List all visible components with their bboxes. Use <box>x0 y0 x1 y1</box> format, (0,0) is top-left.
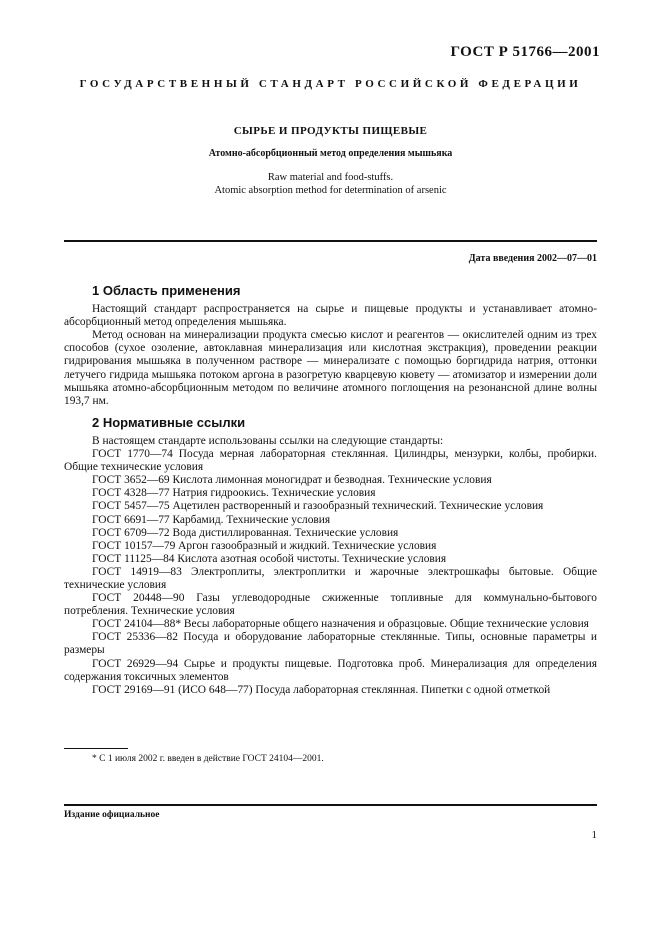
document-title: СЫРЬЕ И ПРОДУКТЫ ПИЩЕВЫЕ <box>233 125 428 137</box>
normative-references-list <box>64 448 597 697</box>
reference-item: ГОСТ 26929—94 Сырье и продукты пищевые. Подготовка проб. Минерализация для определения содержания токсичных элементов <box>64 657 597 683</box>
reference-item: ГОСТ 6691—77 Карбамид. Технические условия <box>92 513 331 526</box>
english-title <box>62 171 599 197</box>
reference-item: ГОСТ 3652—69 Кислота лимонная моногидрат и безводная. Технические условия <box>92 474 492 487</box>
section-2-heading: 2 Нормативные ссылки <box>92 414 246 430</box>
section-1-paragraph: Метод основан на минерализации продукта смесью кислот и реагентов — окислителей одним из трех способов (сухое озоление, автоклавная минерализация или кислотная экстракция), проведении реакции гидрирования мышьяка в полученном растворе — минерализате с помощью боргидрида натрия, оттонки летучего гидрида мышьяка потоком аргона в разогретую кварцевую кювету — атомизатор и измерении доли мышьяка атомно-абсорбционным методом по величине атомного поглощения на резонансной длине волны 193,7 нм. <box>64 329 597 407</box>
document-body <box>64 284 597 697</box>
reference-item: ГОСТ 11125—84 Кислота азотная особой чистоты. Технические условия <box>92 552 447 565</box>
reference-item: ГОСТ 14919—83 Электроплиты, электроплитки и жарочные электрошкафы бытовые. Общие технические условия <box>64 565 597 591</box>
page-number: 1 <box>591 829 597 841</box>
title-block <box>62 125 599 197</box>
footnote: * С 1 июля 2002 г. введен в действие ГОСТ 24104—2001. <box>92 754 324 764</box>
reference-item: ГОСТ 20448—90 Газы углеводородные сжиженные топливные для коммунально-бытового потребления. Технические условия <box>64 592 597 618</box>
reference-item: ГОСТ 6709—72 Вода дистиллированная. Технические условия <box>92 526 399 539</box>
introduction-date: Дата введения 2002—07—01 <box>468 253 597 264</box>
reference-item: ГОСТ 29169—91 (ИСО 648—77) Посуда лабораторная стеклянная. Пипетки с одной отметкой <box>92 683 551 696</box>
english-title-line-1: Raw material and food-stuffs. <box>267 172 394 183</box>
reference-item: ГОСТ 24104—88* Весы лабораторные общего назначения и образцовые. Общие технические условия <box>92 618 589 631</box>
reference-item: ГОСТ 5457—75 Ацетилен растворенный и газообразный технический. Технические условия <box>92 500 544 513</box>
reference-item: ГОСТ 1770—74 Посуда мерная лабораторная стеклянная. Цилиндры, мензурки, колбы, пробирки. Общие технические условия <box>64 448 597 474</box>
reference-item: ГОСТ 4328—77 Натрия гидроокись. Технические условия <box>92 487 376 500</box>
section-2-intro: В настоящем стандарте использованы ссылки на следующие стандарты: <box>92 434 444 447</box>
edition-label: Издание официальное <box>64 810 160 820</box>
footnote-divider <box>64 748 128 749</box>
document-subtitle: Атомно-абсорбционный метод определения мышьяка <box>208 148 453 159</box>
section-1-paragraph: Настоящий стандарт распространяется на сырье и пищевые продукты и устанавливает атомно-абсорбционный метод определения мышьяка. <box>64 303 597 329</box>
state-standard-heading: ГОСУДАРСТВЕННЫЙ СТАНДАРТ РОССИЙСКОЙ ФЕДЕРАЦИИ <box>79 78 582 90</box>
english-title-line-2: Atomic absorption method for determination of arsenic <box>214 185 447 196</box>
bottom-divider <box>64 804 597 806</box>
reference-item: ГОСТ 10157—79 Аргон газообразный и жидкий. Технические условия <box>92 539 437 552</box>
top-divider <box>64 240 597 242</box>
reference-item: ГОСТ 25336—82 Посуда и оборудование лабораторные стеклянные. Типы, основные параметры и размеры <box>64 631 597 657</box>
gost-code: ГОСТ Р 51766—2001 <box>450 44 600 60</box>
section-1-heading: 1 Область применения <box>92 283 241 298</box>
